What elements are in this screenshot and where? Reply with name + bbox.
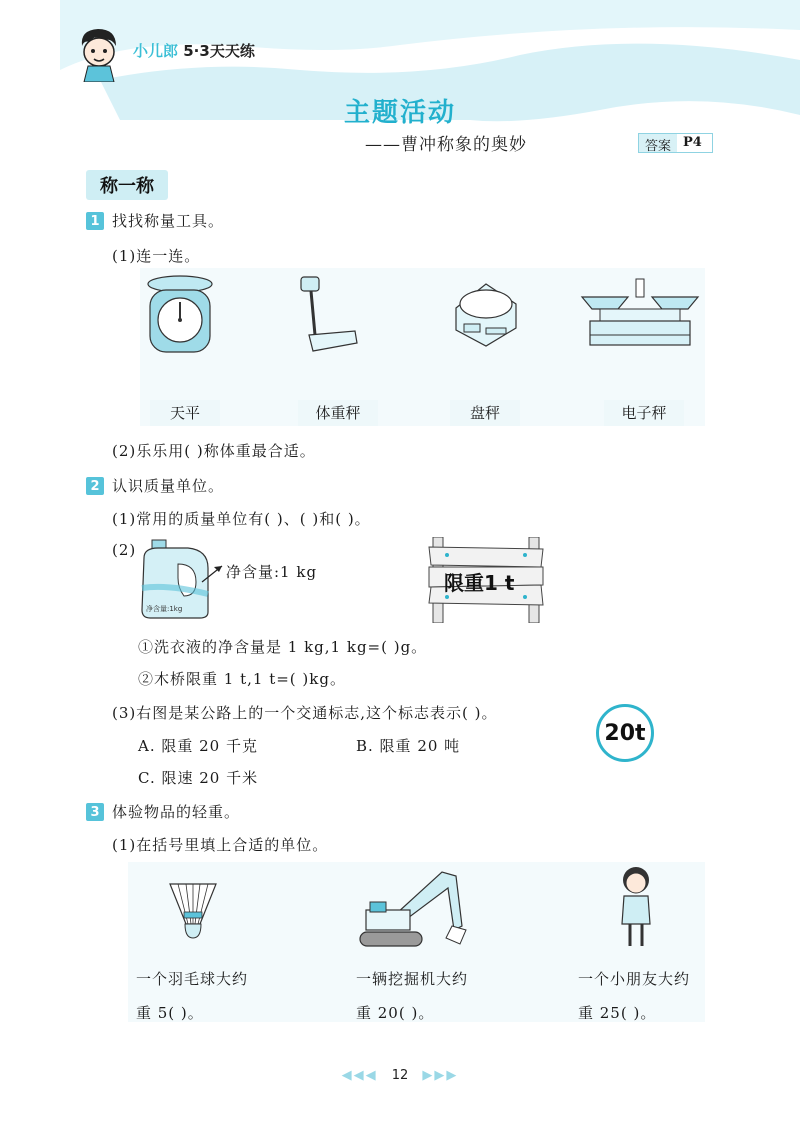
balance-icon [580,275,700,355]
option-a[interactable]: A. 限重 20 千克 [138,737,258,755]
brand-title [133,40,255,61]
page-title: 主题活动 [343,98,456,128]
traffic-sign-text: 20t [604,720,646,746]
question-2-sub2-label: (2) [112,541,137,559]
traffic-sign [596,704,654,762]
page-footer [0,1068,800,1083]
tool-label-balance[interactable]: 天平 [150,400,220,426]
item-2-line2[interactable]: 重 20( )。 [356,1004,435,1022]
item-1-line2[interactable]: 重 5( )。 [136,1004,204,1022]
question-2-item1[interactable]: ①洗衣液的净含量是 1 kg,1 kg=( )g。 [138,638,428,656]
brand-series: 5·3天天练 [183,42,255,60]
question-2-sub1[interactable]: (1)常用的质量单位有( )、( )和( )。 [112,510,371,528]
excavator-icon [356,866,468,950]
mascot-avatar [74,26,124,82]
tool-label-body-scale[interactable]: 体重秤 [298,400,378,426]
bottle-small-label: 净含量:1kg [146,605,183,613]
pointer-arrow [200,562,226,584]
section-heading: 称一称 [86,170,168,200]
question-2-sub3[interactable]: (3)右图是某公路上的一个交通标志,这个标志表示( )。 [112,704,498,722]
option-b[interactable]: B. 限重 20 吨 [356,737,461,755]
left-arrows-icon: ◀◀◀ [341,1068,378,1083]
item-1-line1: 一个羽毛球大约 [136,970,249,988]
question-1-sub1: (1)连一连。 [112,247,201,265]
page-number: 12 [391,1068,409,1083]
question-1-text: 找找称量工具。 [112,212,225,230]
tool-label-electronic-scale[interactable]: 电子秤 [604,400,684,426]
child-icon [614,866,658,952]
question-3-text: 体验物品的轻重。 [112,803,241,821]
question-number-3: 3 [86,803,104,821]
option-c[interactable]: C. 限速 20 千米 [138,769,259,787]
shuttlecock-icon [168,880,218,942]
question-1-sub2[interactable]: (2)乐乐用( )称体重最合适。 [112,442,316,460]
item-3-line2[interactable]: 重 25( )。 [578,1004,657,1022]
platform-scale-icon [295,275,363,357]
electronic-scale-icon [450,278,522,350]
question-number-1: 1 [86,212,104,230]
kitchen-scale-icon [140,272,220,358]
answer-label: 答案 [639,134,677,152]
answer-page: P4 [677,134,712,152]
right-arrows-icon: ▶▶▶ [422,1068,459,1083]
question-number-2: 2 [86,477,104,495]
brand-name: 小儿郎 [133,42,179,60]
item-2-line1: 一辆挖掘机大约 [356,970,469,988]
tool-label-platform-scale[interactable]: 盘秤 [450,400,520,426]
page-subtitle: ——曹冲称象的奥妙 [365,135,527,155]
board-text: 限重1 t [444,571,515,595]
item-3-line1: 一个小朋友大约 [578,970,691,988]
question-3-sub1: (1)在括号里填上合适的单位。 [112,836,329,854]
question-2-item2[interactable]: ②木桥限重 1 t,1 t=( )kg。 [138,670,346,688]
question-2-text: 认识质量单位。 [112,477,225,495]
answer-reference [638,133,713,153]
bottle-net-content: 净含量:1 kg [226,563,318,581]
